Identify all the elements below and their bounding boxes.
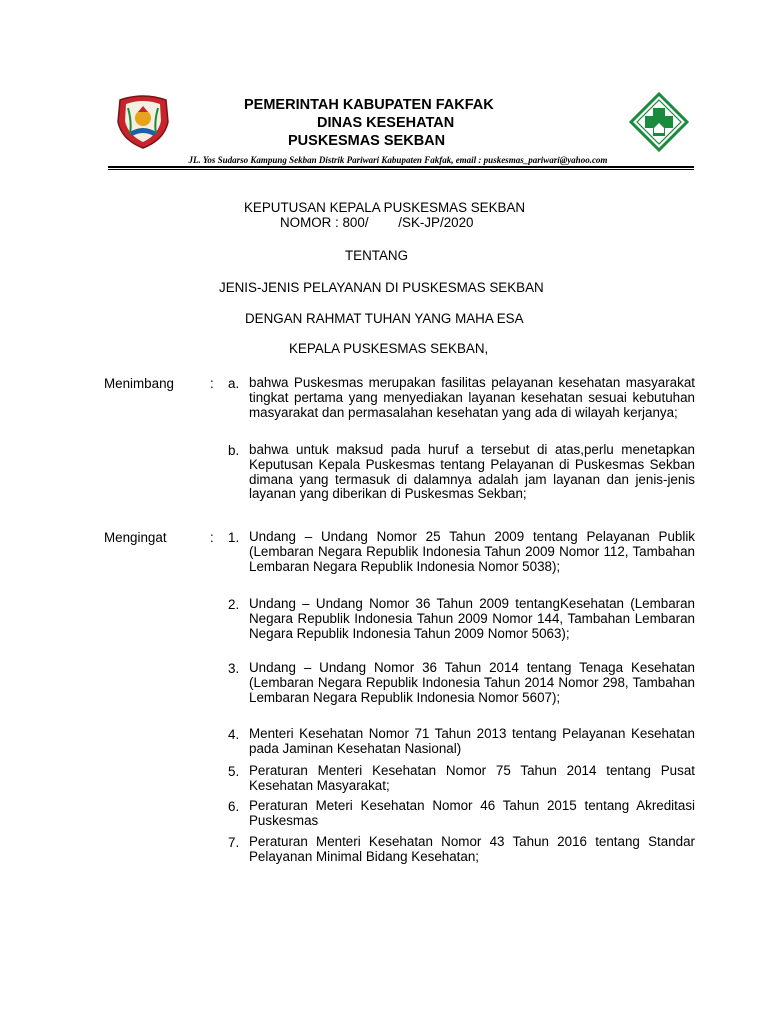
mengingat-item-3: Undang – Undang Nomor 36 Tahun 2014 tentang Tenaga Kesehatan (Lembaran Negara Republik Indonesia Tahun 2014 Nomor 298, Tambahan Lembaran Negara Republik Indonesia Nomor 5607);: [249, 660, 695, 705]
head-title: KEPALA PUSKESMAS SEKBAN,: [289, 341, 489, 356]
mengingat-colon: :: [210, 530, 214, 545]
decision-title: KEPUTUSAN KEPALA PUSKESMAS SEKBAN: [244, 200, 526, 215]
regency-emblem-icon: [112, 94, 174, 150]
mengingat-mark-3: 3.: [228, 661, 240, 676]
menimbang-mark-b: b.: [228, 443, 240, 458]
mengingat-item-5: Peraturan Menteri Kesehatan Nomor 75 Tahun 2014 tentang Pusat Kesehatan Masyarakat;: [249, 763, 695, 793]
decision-number: NOMOR : 800/ /SK-JP/2020: [280, 215, 474, 230]
mengingat-item-1: Undang – Undang Nomor 25 Tahun 2009 tentang Pelayanan Publik (Lembaran Negara Republik Indonesia Tahun 2009 Nomor 112, Tambahan Lembaran Negara Republik Indonesia Nomor 5038);: [249, 529, 695, 574]
mengingat-item-4: Menteri Kesehatan Nomor 71 Tahun 2013 tentang Pelayanan Kesehatan pada Jaminan Kesehatan Nasional): [249, 726, 695, 756]
mengingat-item-6: Peraturan Meteri Kesehatan Nomor 46 Tahun 2015 tentang Akreditasi Puskesmas: [249, 798, 695, 828]
letterhead-department: DINAS KESEHATAN: [317, 115, 455, 131]
letterhead-rule-thin: [108, 169, 694, 170]
menimbang-item-b: bahwa untuk maksud pada huruf a tersebut di atas,perlu menetapkan Keputusan Kepala Puskesmas tentang Pelayanan di Puskesmas Sekban dimana yang termasuk di dalamnya adalah jam layanan dan jenis-jenis layanan yang diberikan di Puskesmas Sekban;: [249, 442, 695, 502]
menimbang-label: Menimbang: [104, 376, 174, 391]
mengingat-item-2: Undang – Undang Nomor 36 Tahun 2009 tentangKesehatan (Lembaran Negara Republik Indonesia Tahun 2009 Nomor 144, Tambahan Lembaran Negara Republik Indonesia Tahun 2009 Nomor 5063);: [249, 596, 695, 641]
letterhead-puskesmas: PUSKESMAS SEKBAN: [288, 133, 446, 149]
mengingat-label: Mengingat: [104, 530, 167, 545]
mengingat-mark-6: 6.: [228, 799, 240, 814]
mengingat-mark-5: 5.: [228, 764, 240, 779]
letterhead-rule-thick: [108, 166, 694, 168]
mengingat-mark-2: 2.: [228, 597, 240, 612]
menimbang-mark-a: a.: [228, 376, 240, 391]
blessing-line: DENGAN RAHMAT TUHAN YANG MAHA ESA: [245, 311, 524, 326]
mengingat-mark-4: 4.: [228, 727, 240, 742]
about-heading: TENTANG: [345, 248, 408, 263]
letterhead-address: JL. Yos Sudarso Kampung Sekban Distrik Pariwari Kabupaten Fakfak, email : puskesmas_pariwari@yahoo.com: [188, 155, 608, 165]
decision-subject: JENIS-JENIS PELAYANAN DI PUSKESMAS SEKBAN: [219, 280, 544, 295]
mengingat-mark-7: 7.: [228, 835, 240, 850]
letterhead-government: PEMERINTAH KABUPATEN FAKFAK: [244, 97, 494, 113]
puskesmas-cross-icon: [629, 92, 689, 152]
menimbang-colon: :: [210, 376, 214, 391]
mengingat-item-7: Peraturan Menteri Kesehatan Nomor 43 Tahun 2016 tentang Standar Pelayanan Minimal Bidang Kesehatan;: [249, 834, 695, 864]
mengingat-mark-1: 1.: [228, 530, 240, 545]
letterhead: [240, 96, 560, 150]
menimbang-item-a: bahwa Puskesmas merupakan fasilitas pelayanan kesehatan masyarakat tingkat pertama yang menyediakan layanan kesehatan sesuai kebutuhan masyarakat dan permasalahan kesehatan yang ada di wilayah kerjanya;: [249, 375, 695, 420]
